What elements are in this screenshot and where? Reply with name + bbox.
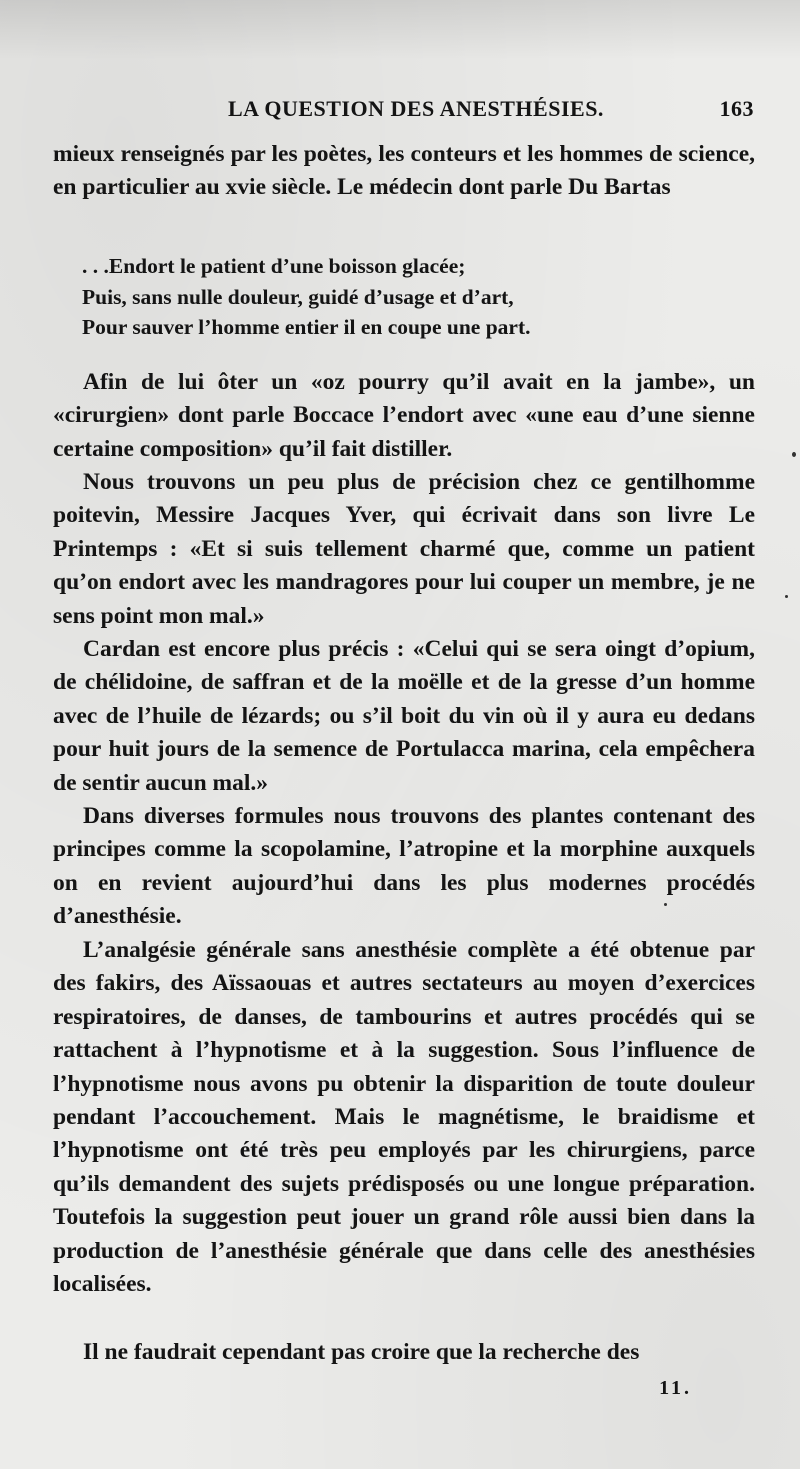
paragraph: Cardan est encore plus précis : «Celui qui se sera oingt d’opium, de chélidoine, de saffran et de la moëlle et de la gresse d’un homme avec de l’huile de lézards; ou s’il boit du vin où il y aura eu dedans pour huit jours de la semence de Portulacca marina, cela empêchera de sentir aucun mal.» — [53, 636, 755, 796]
verse-line: . . .Endort le patient d’une boisson glacée; — [82, 254, 466, 278]
paragraph-yver — [53, 466, 755, 633]
paragraph: mieux renseignés par les poètes, les conteurs et les hommes de science, en particulier au xvie siècle. Le médecin dont parle Du Bartas — [53, 141, 755, 201]
paragraph: Dans diverses formules nous trouvons des plantes contenant des principes comme la scopolamine, l’atropine et la morphine auxquels on en revient aujourd’hui dans les plus modernes procédés d’anesthésie. — [53, 803, 755, 930]
paragraph-intro — [53, 138, 755, 205]
paragraph: L’analgésie générale sans anesthésie complète a été obtenue par des fakirs, des Aïssaouas et autres sectateurs au moyen d’exercices respiratoires, de danses, de tambourins et autres procédés qui se rattachent à l’hypnotisme et à la suggestion. Sous l’influence de l’hypnotisme nous avons pu obtenir la disparition de toute douleur pendant l’accouchement. Mais le magnétisme, le braidisme et l’hypnotisme ont été très peu employés par les chirurgiens, parce qu’ils demandent des sujets prédisposés ou une longue préparation. Toutefois la suggestion peut jouer un grand rôle aussi bien dans la production de l’anesthésie générale que dans celle des anesthésies localisées. — [53, 937, 755, 1298]
signature-mark: 11. — [659, 1377, 692, 1399]
paragraph: Afin de lui ôter un «oz pourry qu’il avait en la jambe», un «cirurgien» dont parle Boccace l’endort avec «une eau d’une sienne certaine composition» qu’il fait distiller. — [53, 369, 755, 462]
print-speck — [664, 903, 667, 906]
running-title: LA QUESTION DES ANESTHÉSIES. — [228, 96, 604, 121]
paragraph-plantes — [53, 800, 755, 934]
paragraph: Il ne faudrait cependant pas croire que la recherche des — [83, 1339, 640, 1365]
paragraph-final — [53, 1336, 755, 1369]
page-header — [0, 96, 800, 126]
paragraph-boccace — [53, 366, 755, 466]
verse-line: Puis, sans nulle douleur, guidé d’usage et d’art, — [82, 284, 514, 309]
page-shadow — [0, 0, 800, 60]
verse-quotation — [82, 251, 722, 343]
verse-line: Pour sauver l’homme entier il en coupe une part. — [82, 315, 531, 339]
paragraph-analgesie — [53, 934, 755, 1301]
page-number: 163 — [719, 96, 754, 121]
print-speck — [785, 595, 788, 598]
paragraph-cardan — [53, 633, 755, 800]
print-speck — [792, 452, 796, 457]
paragraph: Nous trouvons un peu plus de précision chez ce gentilhomme poitevin, Messire Jacques Yver, qui écrivait dans son livre Le Printemps : «Et si suis tellement charmé que, comme un patient qu’on endort avec les mandragores pour lui couper un membre, je ne sens point mon mal.» — [53, 469, 755, 629]
